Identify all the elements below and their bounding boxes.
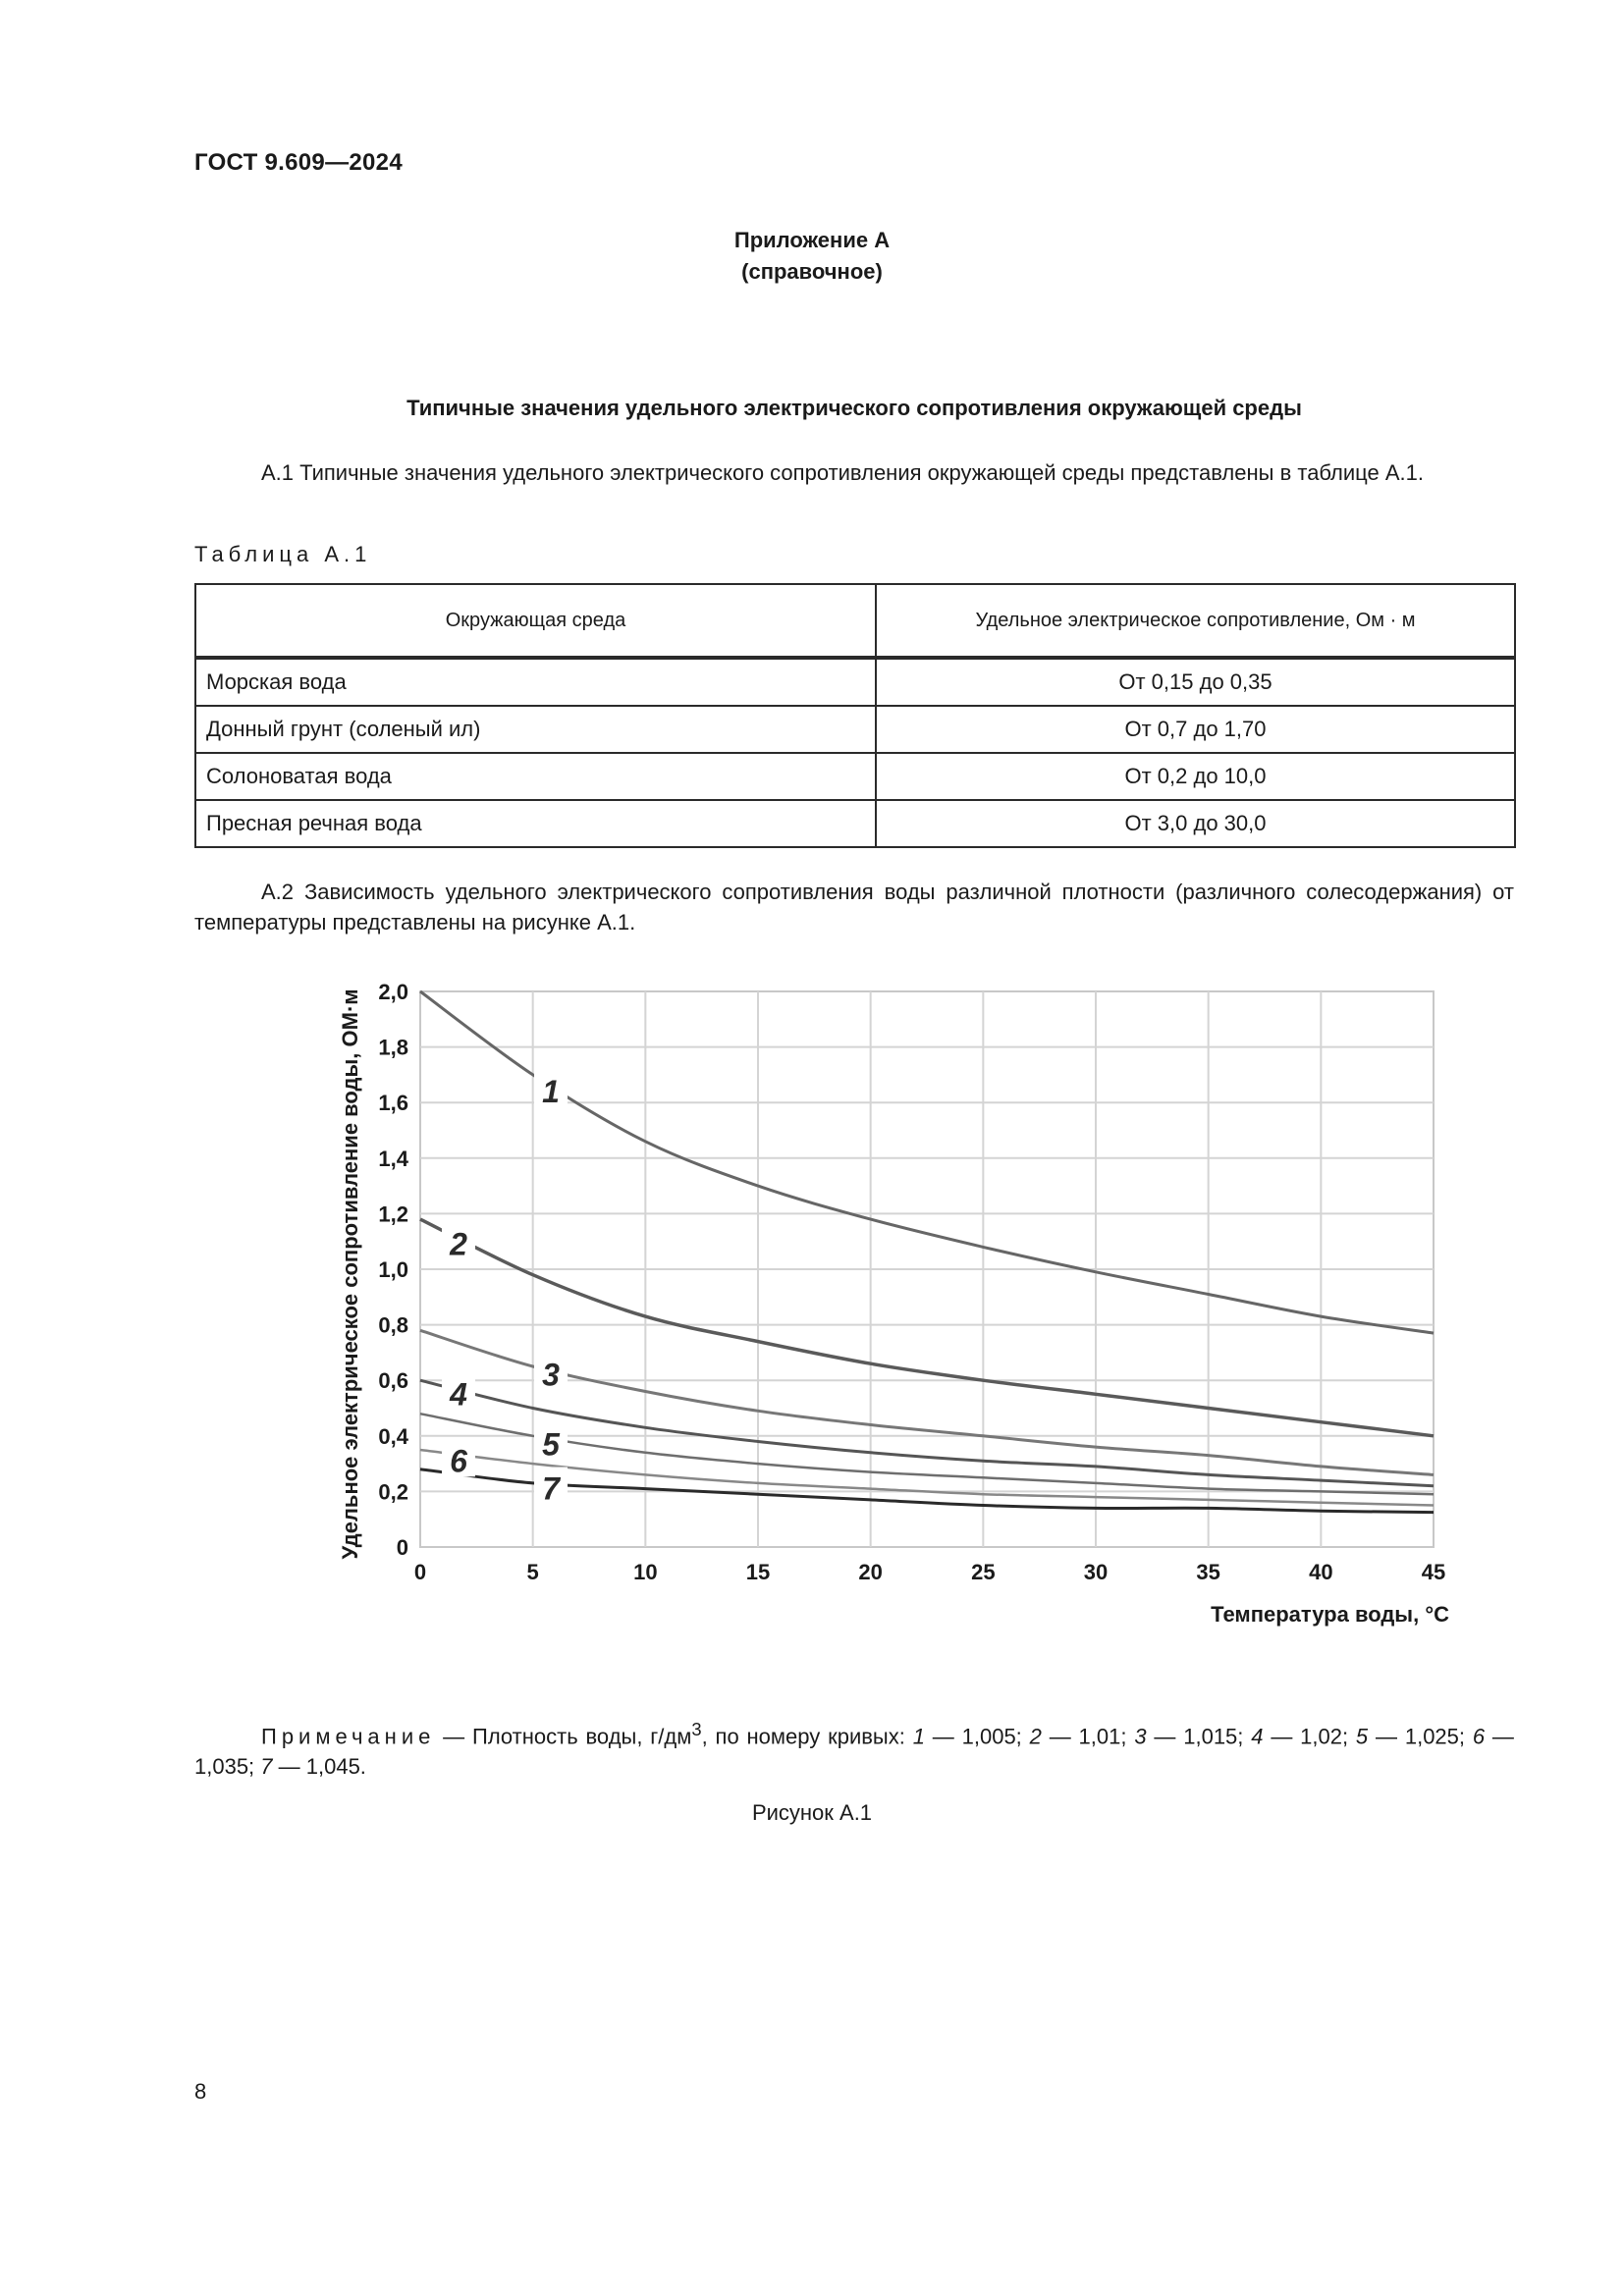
y-tick-label: 1,4 — [378, 1146, 408, 1171]
curve-label: 5 — [542, 1426, 560, 1463]
curve-label: 4 — [450, 1376, 467, 1413]
note-curve-density: — 1,035; — [194, 1724, 1514, 1780]
x-tick-label: 15 — [745, 1560, 771, 1584]
note-curve-number: 2 — [1029, 1724, 1042, 1749]
table-cell: Пресная речная вода — [195, 800, 876, 847]
figure-caption: Рисунок А.1 — [751, 1800, 873, 1825]
note-curve-number: 6 — [1472, 1724, 1486, 1749]
y-tick-label: 0,6 — [378, 1368, 408, 1394]
y-tick-label: 1,6 — [378, 1091, 408, 1116]
x-tick-label: 40 — [1309, 1560, 1333, 1584]
y-tick-label: 0,8 — [378, 1312, 408, 1338]
x-tick-label: 10 — [633, 1560, 658, 1584]
x-tick-label: 0 — [413, 1560, 427, 1584]
note-curve-number: 3 — [1134, 1724, 1147, 1749]
page-number: 8 — [194, 2079, 207, 2104]
x-tick-label: 30 — [1083, 1560, 1109, 1584]
y-tick-label: 0 — [396, 1535, 408, 1560]
x-tick-label: 5 — [526, 1560, 539, 1584]
x-tick-label: 45 — [1421, 1560, 1446, 1584]
note-curve-number: 5 — [1355, 1724, 1369, 1749]
table-cell: От 0,7 до 1,70 — [876, 706, 1515, 753]
note-curve-density: — 1,005; — [924, 1724, 1030, 1749]
y-tick-label: 2,0 — [378, 980, 408, 1004]
y-tick-label: 0,2 — [378, 1479, 408, 1505]
y-tick-label: 1,8 — [378, 1035, 408, 1060]
appendix-title: Приложение А — [733, 228, 891, 252]
appendix-subtitle: (справочное) — [741, 259, 883, 284]
table-cell: От 0,2 до 10,0 — [876, 753, 1515, 800]
table-cell: Солоноватая вода — [195, 753, 876, 800]
note-label: Примечание — [261, 1724, 436, 1749]
section-title: Типичные значения удельного электрического сопротивления окружающей среды — [406, 396, 1302, 420]
y-tick-label: 1,0 — [378, 1257, 408, 1282]
x-tick-label: 20 — [858, 1560, 883, 1584]
note-curve-number: 1 — [912, 1724, 925, 1749]
curve-5-line — [420, 1414, 1434, 1494]
curve-label: 2 — [450, 1226, 467, 1262]
curve-label: 3 — [542, 1357, 560, 1393]
x-axis-label: Температура воды, °С — [1211, 1602, 1449, 1627]
curve-3-line — [420, 1330, 1434, 1474]
table-cell: Морская вода — [195, 658, 876, 706]
note-curve-density: — 1,02; — [1263, 1724, 1356, 1749]
curve-1-line — [420, 991, 1434, 1333]
note-curve-number: 4 — [1251, 1724, 1264, 1749]
standard-code: ГОСТ 9.609—2024 — [194, 149, 403, 176]
x-tick-label: 25 — [971, 1560, 996, 1584]
curve-2-line — [420, 1219, 1434, 1436]
table-cell: От 3,0 до 30,0 — [876, 800, 1515, 847]
curve-label: 6 — [450, 1443, 467, 1479]
note-rest: , по номеру кривых: — [701, 1724, 913, 1749]
table-header-cell: Удельное электрическое сопротивление, Ом · м — [876, 584, 1515, 658]
paragraph-a1-text: А.1 Типичные значения удельного электрического сопротивления окружающей среды представлены в таблице А.1. — [261, 460, 1425, 485]
x-tick-label: 35 — [1196, 1560, 1220, 1584]
note-curve-density: — 1,01; — [1041, 1724, 1135, 1749]
curve-label: 1 — [542, 1073, 560, 1109]
note-curve-density: — 1,045. — [272, 1754, 366, 1780]
note-superscript: 3 — [691, 1719, 702, 1739]
table-header-cell: Окружающая среда — [195, 584, 876, 658]
note-curve-number: 7 — [260, 1754, 273, 1780]
note-curve-density: — 1,015; — [1146, 1724, 1252, 1749]
table-cell: От 0,15 до 0,35 — [876, 658, 1515, 706]
y-axis-label: Удельное электрическое сопротивление воды, ОМ·м — [338, 988, 362, 1560]
curve-label: 7 — [542, 1470, 560, 1507]
curve-4-line — [420, 1380, 1434, 1486]
table-cell: Донный грунт (соленый ил) — [195, 706, 876, 753]
note-curve-density: — 1,025; — [1368, 1724, 1473, 1749]
y-tick-label: 1,2 — [378, 1201, 408, 1227]
note-text: — Плотность воды, г/дм — [435, 1724, 692, 1749]
figure-note — [194, 1714, 1514, 1782]
table-caption: Таблица А.1 — [194, 542, 372, 566]
paragraph-a2-text: А.2 Зависимость удельного электрического сопротивления воды различной плотности (различного солесодержания) от температуры представлены на рисунке А.1. — [194, 880, 1514, 934]
y-tick-label: 0,4 — [378, 1423, 408, 1449]
